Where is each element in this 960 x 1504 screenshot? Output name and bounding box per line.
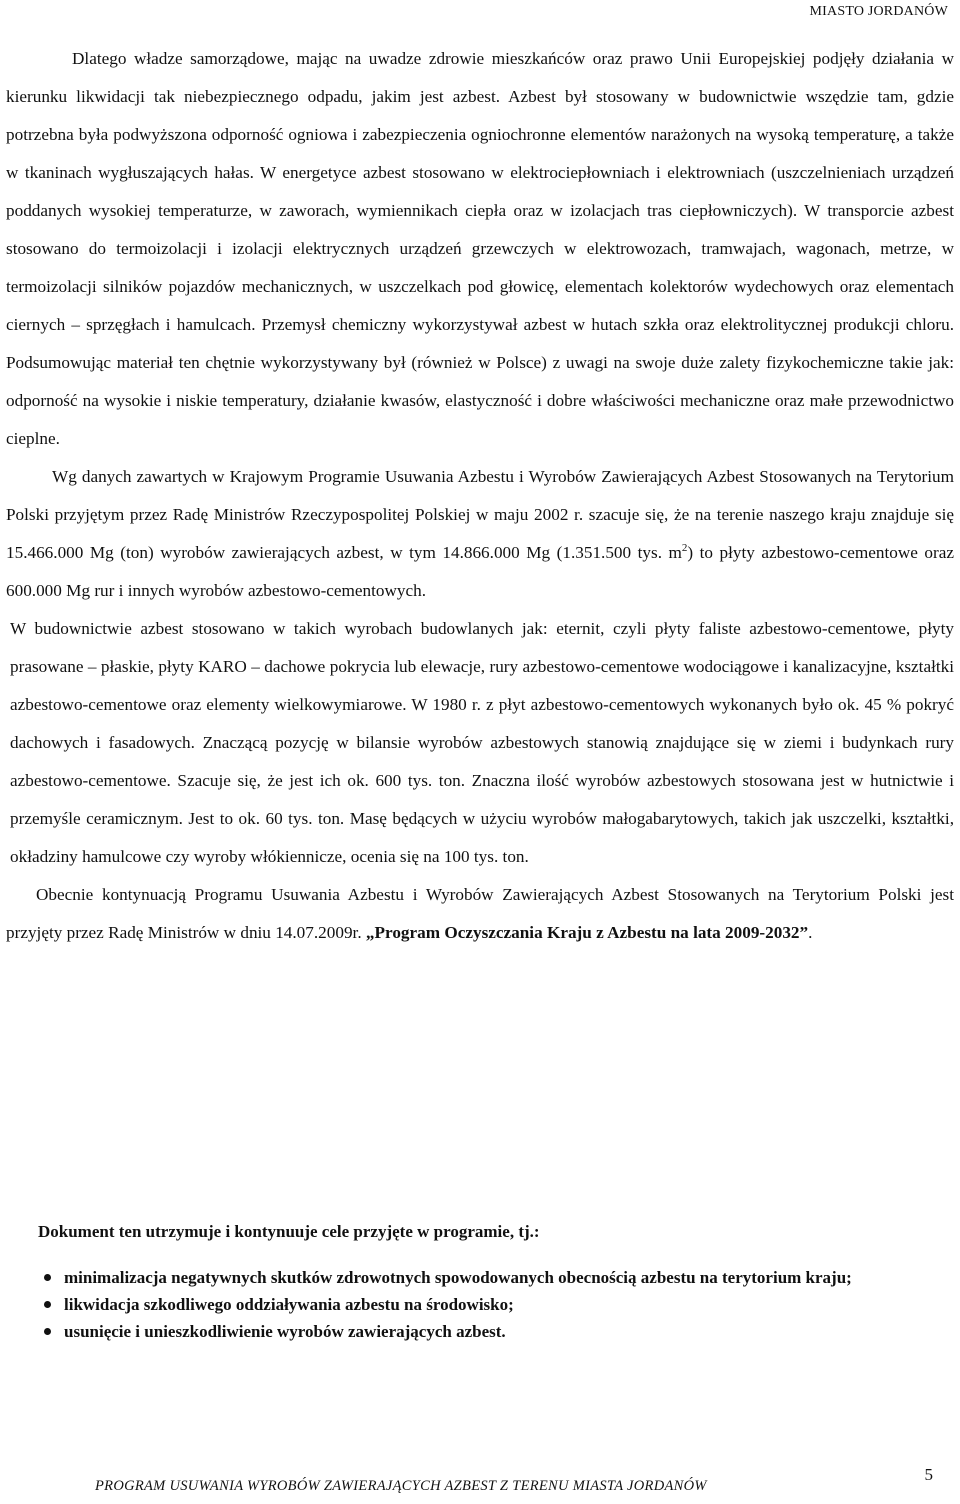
paragraph-text: Wg danych zawartych w Krajowym Programie Usuwania Azbestu i Wyrobów Zawierających Azbest Stosowanych na Terytorium Polski przyjętym przez Radę Ministrów Rzeczypospolitej Polskiej w maju 2002 r. szacuje się, że na terenie naszego kraju znajduje się 15.466.000 Mg (ton) wyrobów zawierających azbest, w tym 14.866.000 Mg (1.351.500 tys. m	[6, 467, 954, 562]
paragraph-text: .	[808, 923, 813, 942]
paragraph-text: Obecnie kontynuacją Programu Usuwania Azbestu i Wyrobów Zawierających Azbest Stosowanych na Terytorium Polski jest przyjęty przez Radę Ministrów w dniu 14.07.2009r.	[6, 885, 954, 942]
list-item	[44, 1318, 924, 1345]
list-item-text: usunięcie i unieszkodliwienie wyrobów zawierających azbest.	[64, 1322, 506, 1341]
list-item	[44, 1264, 924, 1291]
goals-list	[44, 1264, 924, 1345]
footer-program-title: PROGRAM USUWANIA WYROBÓW ZAWIERAJĄCYCH AZBEST Z TERENU MIASTA JORDANÓW	[95, 1478, 707, 1494]
bullet-icon	[44, 1328, 51, 1335]
bullet-icon	[44, 1274, 51, 1281]
paragraph-construction-products: W budownictwie azbest stosowano w takich wyrobach budowlanych jak: eternit, czyli płyty faliste azbestowo-cementowe, płyty prasowane – płaskie, płyty KARO – dachowe pokrycia lub elewacje, rury azbestowo-cementowe wodociągowe i kanalizacyjne, kształtki azbestowo-cementowe oraz elementy wielkowymiarowe. W 1980 r. z płyt azbestowo-cementowych wykonanych było ok. 45 % pokryć dachowych i fasadowych. Znaczącą pozycję w bilansie wyrobów azbestowych stanowią znajdujące się w ziemi i budynkach rury azbestowo-cementowe. Szacuje się, że jest ich ok. 600 tys. ton. Znaczna ilość wyrobów azbestowych stosowana jest w hutnictwie i przemyśle ceramicznym. Jest to ok. 60 tys. ton. Masę będących w użyciu wyrobów małogabarytowych, takich jak uszczelki, kształtki, okładziny hamulcowe czy wyroby włókiennicze, ocenia się na 100 tys. ton.	[10, 619, 954, 866]
document-goals-lead: Dokument ten utrzymuje i kontynuuje cele przyjęte w programie, tj.:	[38, 1222, 540, 1241]
running-header: MIASTO JORDANÓW	[809, 4, 948, 19]
list-item-text: likwidacja szkodliwego oddziaływania azbestu na środowisko;	[64, 1295, 514, 1314]
document-body	[6, 40, 954, 952]
program-title: „Program Oczyszczania Kraju z Azbestu na lata 2009-2032”	[365, 923, 809, 942]
paragraph-text: ) to płyty azbestowo-cementowe oraz 600.000 Mg rur i innych wyrobów azbestowo-cementowych.	[6, 543, 954, 600]
list-item-text: minimalizacja negatywnych skutków zdrowotnych spowodowanych obecnością azbestu na terytorium kraju;	[64, 1268, 852, 1287]
bullet-icon	[44, 1301, 51, 1308]
paragraph-program-continuation	[6, 876, 954, 952]
list-item	[44, 1291, 924, 1318]
paragraph-asbestus-usage: Dlatego władze samorządowe, mając na uwadze zdrowie mieszkańców oraz prawo Unii Europejskiej podjęły działania w kierunku likwidacji tak niebezpiecznego odpadu, jakim jest azbest. Azbest był stosowany w budownictwie wszędzie tam, gdzie potrzebna była podwyższona odporność ogniowa i zabezpieczenia ogniochronne elementów narażonych na wysoką temperaturę, a także w tkaninach wygłuszających hałas. W energetyce azbest stosowano w elektrociepłowniach i elektrowniach (uszczelnieniach urządzeń poddanych wysokiej temperaturze, w zaworach, wymiennikach ciepła oraz w izolacjach tras ciepłowniczych). W transporcie azbest stosowano do termoizolacji i izolacji elektrycznych urządzeń grzewczych w elektrowozach, tramwajach, wagonach, metrze, w termoizolacji silników pojazdów mechanicznych, w uszczelkach pod głowicę, elementach kolektorów wydechowych oraz elementach ciernych – sprzęgłach i hamulcach. Przemysł chemiczny wykorzystywał azbest w hutach szkła oraz elektrolitycznej produkcji chloru. Podsumowując materiał ten chętnie wykorzystywany był (również w Polsce) z uwagi na swoje duże zalety fizykochemiczne takie jak: odporność na wysokie i niskie temperatury, działanie kwasów, elastyczność i dobre właściwości mechaniczne oraz małe przewodnictwo cieplne.	[6, 49, 954, 448]
page-number: 5	[924, 1465, 933, 1484]
paragraph-national-program-data	[6, 458, 954, 610]
superscript-2: 2	[681, 542, 688, 554]
